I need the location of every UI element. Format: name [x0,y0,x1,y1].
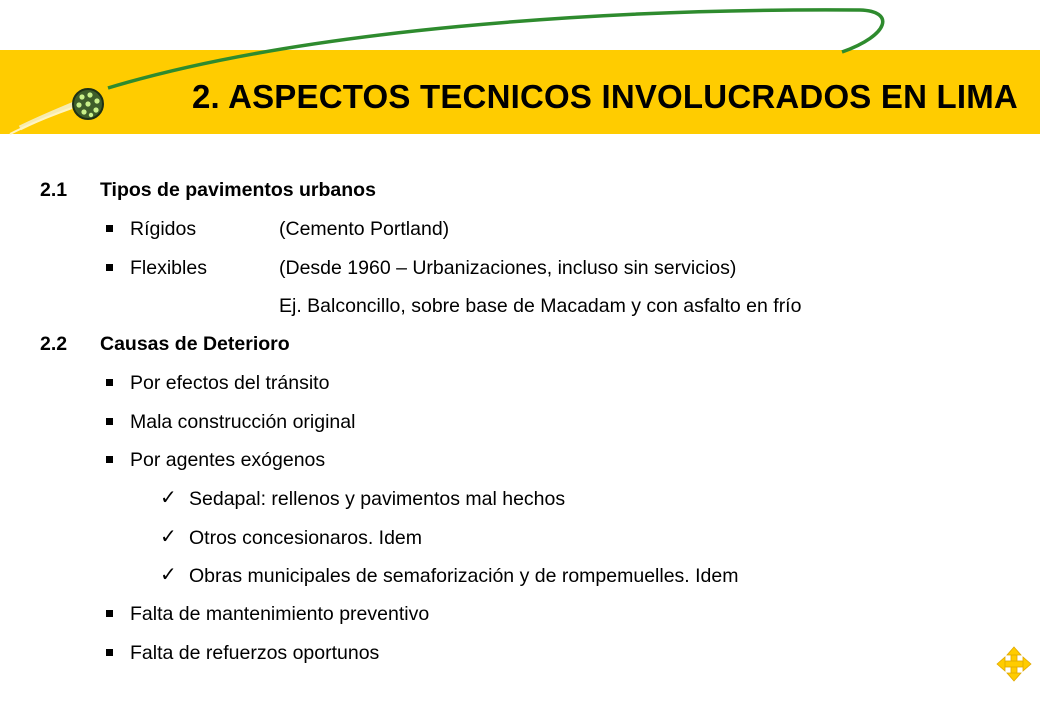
page-title: 2. ASPECTOS TECNICOS INVOLUCRADOS EN LIMA [192,78,1018,115]
bullet-square-icon [106,456,113,463]
list-item-label: Flexibles [130,257,207,279]
checkmark-icon: ✓ [160,564,177,586]
four-way-arrow-icon[interactable] [996,646,1032,682]
list-item: Mala construcción original [130,411,356,433]
sub-list-item: Obras municipales de semaforización y de rompemuelles. Idem [189,565,739,587]
list-item: Por efectos del tránsito [130,372,330,394]
bullet-square-icon [106,379,113,386]
checkmark-icon: ✓ [160,526,177,548]
list-item: Falta de refuerzos oportunos [130,642,380,664]
sub-list-item: Sedapal: rellenos y pavimentos mal hechos [189,488,566,510]
section-number: 2.1 [40,179,68,201]
section-number: 2.2 [40,333,68,355]
list-item-note: Ej. Balconcillo, sobre base de Macadam y con asfalto en frío [279,295,802,317]
section-heading: Causas de Deterioro [100,333,290,355]
list-item: Por agentes exógenos [130,449,326,471]
bullet-square-icon [106,610,113,617]
bullet-square-icon [106,649,113,656]
list-item-detail: (Desde 1960 – Urbanizaciones, incluso sin servicios) [279,257,737,279]
sub-list-item: Otros concesionaros. Idem [189,527,423,549]
list-item: Falta de mantenimiento preventivo [130,603,430,625]
list-item-detail: (Cemento Portland) [279,218,450,240]
list-item-label: Rígidos [130,218,197,240]
bullet-square-icon [106,418,113,425]
checkmark-icon: ✓ [160,487,177,509]
bullet-square-icon [106,225,113,232]
bullet-square-icon [106,264,113,271]
section-heading: Tipos de pavimentos urbanos [100,179,376,201]
